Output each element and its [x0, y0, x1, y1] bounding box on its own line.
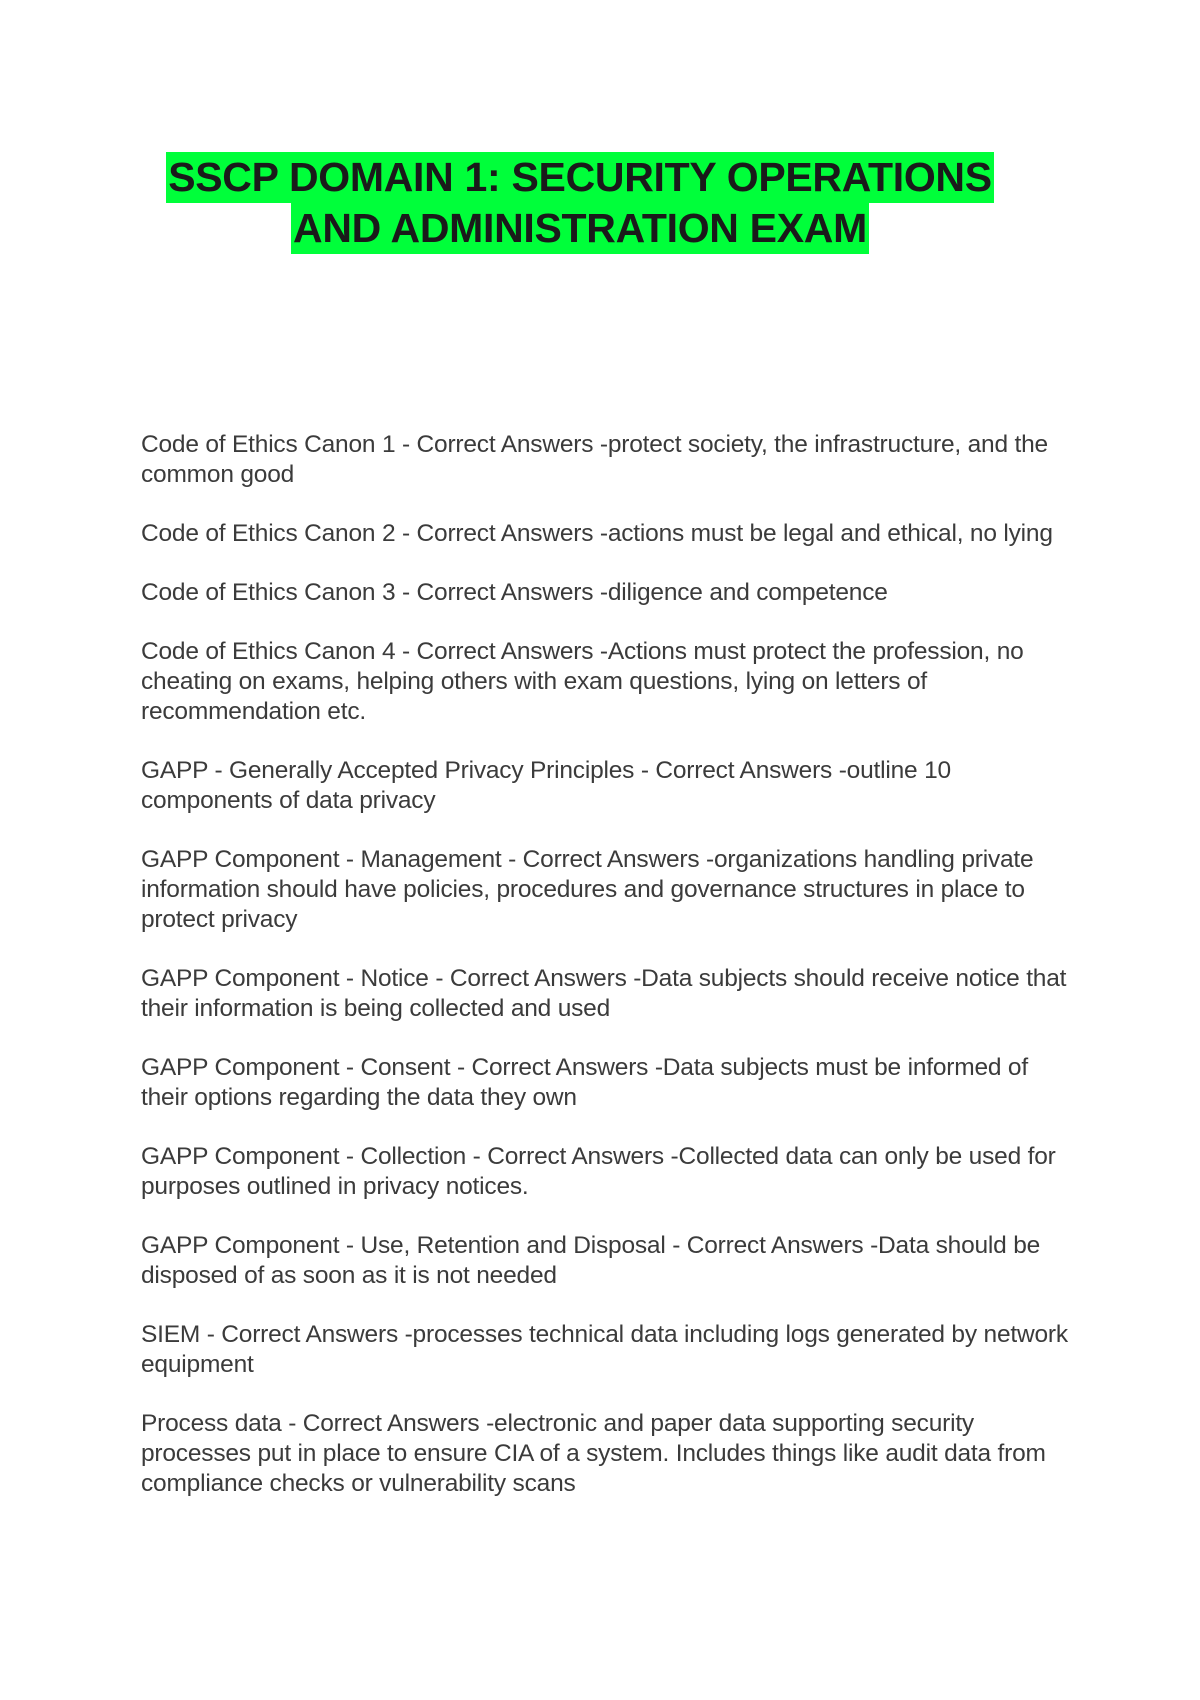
list-item: GAPP Component - Consent - Correct Answers -Data subjects must be informed of their options regarding the data they own — [141, 1054, 1028, 1111]
list-item: Code of Ethics Canon 1 - Correct Answers -protect society, the infrastructure, and the common good — [141, 431, 1048, 488]
list-item: GAPP Component - Collection - Correct Answers -Collected data can only be used for purposes outlined in privacy notices. — [141, 1143, 1056, 1200]
list-item: GAPP Component - Notice - Correct Answers -Data subjects should receive notice that their information is being collected and used — [141, 965, 1067, 1022]
list-item: GAPP Component - Management - Correct Answers -organizations handling private information should have policies, procedures and governance structures in place to protect privacy — [141, 846, 1034, 933]
list-item: Code of Ethics Canon 2 - Correct Answers -actions must be legal and ethical, no lying — [141, 520, 1053, 547]
title-line-2: AND ADMINISTRATION EXAM — [291, 203, 869, 254]
flashcard-list — [141, 430, 1071, 1528]
list-item: Process data - Correct Answers -electronic and paper data supporting security processes put in place to ensure CIA of a system. Includes things like audit data from compliance checks or vulnerability scans — [141, 1410, 1046, 1497]
document-title — [0, 152, 1160, 254]
list-item: Code of Ethics Canon 3 - Correct Answers -diligence and competence — [141, 579, 888, 606]
list-item: SIEM - Correct Answers -processes technical data including logs generated by network equipment — [141, 1321, 1068, 1378]
list-item: GAPP - Generally Accepted Privacy Principles - Correct Answers -outline 10 components of data privacy — [141, 757, 951, 814]
list-item: GAPP Component - Use, Retention and Disposal - Correct Answers -Data should be disposed of as soon as it is not needed — [141, 1232, 1041, 1289]
list-item: Code of Ethics Canon 4 - Correct Answers -Actions must protect the profession, no cheating on exams, helping others with exam questions, lying on letters of recommendation etc. — [141, 638, 1024, 725]
title-line-1: SSCP DOMAIN 1: SECURITY OPERATIONS — [166, 152, 994, 203]
